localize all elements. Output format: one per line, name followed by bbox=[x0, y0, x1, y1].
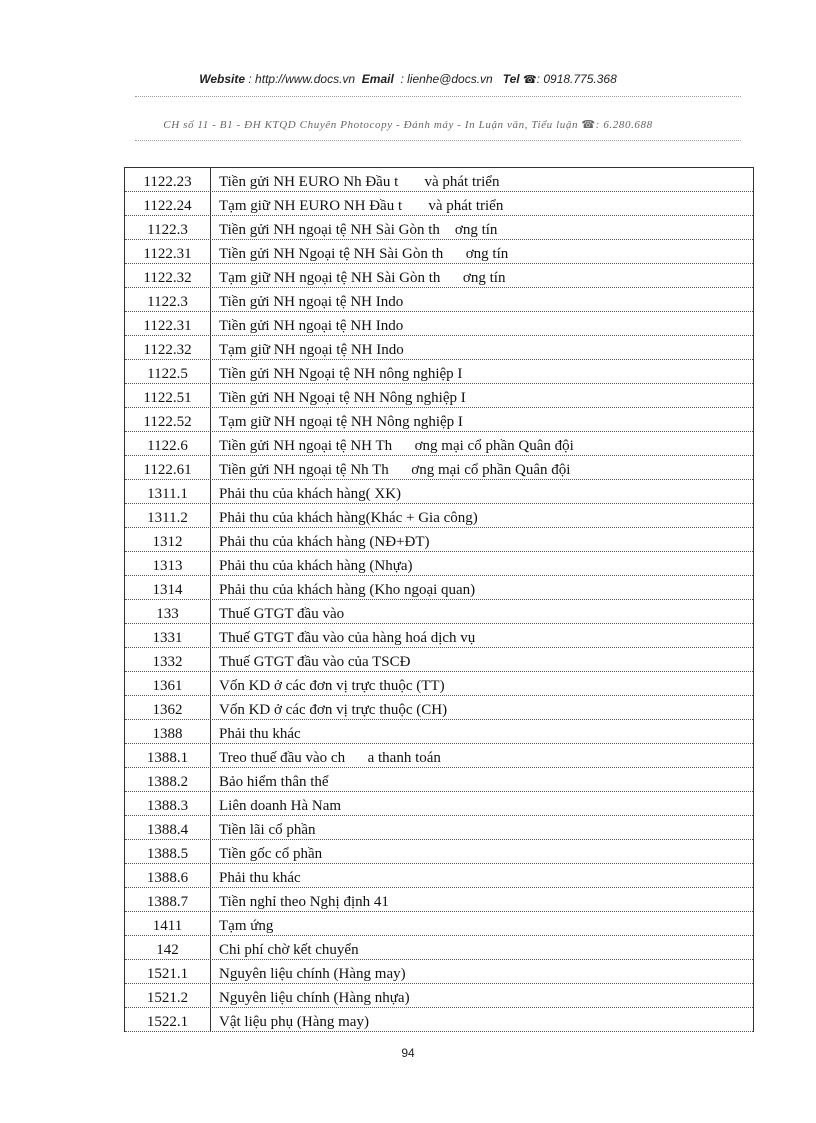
account-code: 1122.3 bbox=[125, 216, 211, 239]
page-number: 94 bbox=[401, 1046, 415, 1060]
account-name: Tạm giữ NH ngoại tệ NH Indo bbox=[219, 342, 404, 358]
table-row bbox=[125, 552, 753, 576]
table-row bbox=[125, 936, 753, 960]
account-name: Tiền gửi NH Ngoại tệ NH nông nghiệp I bbox=[219, 366, 463, 382]
table-row bbox=[125, 600, 753, 624]
account-name: Thuế GTGT đầu vào bbox=[219, 606, 345, 622]
account-code: 1122.32 bbox=[125, 336, 211, 359]
table-row bbox=[125, 792, 753, 816]
account-code: 1331 bbox=[125, 624, 211, 647]
account-name: Tiền gửi NH ngoại tệ NH Indo bbox=[219, 294, 404, 310]
account-code: 1411 bbox=[125, 912, 211, 935]
table-row bbox=[125, 624, 753, 648]
account-code: 1311.2 bbox=[125, 504, 211, 527]
account-code: 1122.24 bbox=[125, 192, 211, 215]
table-row bbox=[125, 864, 753, 888]
account-code: 1388 bbox=[125, 720, 211, 743]
table-row bbox=[125, 384, 753, 408]
account-name: Tiền lãi cổ phần bbox=[219, 822, 316, 838]
site-header bbox=[0, 72, 816, 86]
account-name: Tiền gửi NH ngoại tệ NH Th ơng mại cổ phần Quân đội bbox=[219, 438, 574, 454]
account-code: 1122.31 bbox=[125, 240, 211, 263]
account-name: Tiền gửi NH ngoại tệ NH Indo bbox=[219, 318, 404, 334]
account-name: Tiền nghỉ theo Nghị định 41 bbox=[219, 894, 389, 910]
account-code: 1122.32 bbox=[125, 264, 211, 287]
table-row bbox=[125, 648, 753, 672]
table-row bbox=[125, 984, 753, 1008]
table-row bbox=[125, 336, 753, 360]
account-code: 1314 bbox=[125, 576, 211, 599]
account-code: 1388.1 bbox=[125, 744, 211, 767]
subheader-text: CH số 11 - B1 - ĐH KTQD Chuyên Photocopy - Đánh máy - In Luận văn, Tiểu luận bbox=[163, 119, 579, 131]
account-name: Phải thu của khách hàng (Kho ngoại quan) bbox=[219, 582, 476, 598]
account-name: Tiền gửi NH EURO Nh Đầu t và phát triển bbox=[219, 174, 500, 190]
account-code: 1312 bbox=[125, 528, 211, 551]
account-code: 1122.51 bbox=[125, 384, 211, 407]
table-row bbox=[125, 960, 753, 984]
account-code: 1313 bbox=[125, 552, 211, 575]
account-name: Nguyên liệu chính (Hàng may) bbox=[219, 966, 406, 982]
account-name: Tiền gửi NH Ngoại tệ NH Sài Gòn th ơng tín bbox=[219, 246, 509, 262]
account-name: Phải thu của khách hàng( XK) bbox=[219, 486, 402, 502]
account-code: 1332 bbox=[125, 648, 211, 671]
account-name: Tiền gửi NH ngoại tệ NH Sài Gòn th ơng tín bbox=[219, 222, 498, 238]
table-row bbox=[125, 240, 753, 264]
account-name: Tiền gốc cổ phần bbox=[219, 846, 323, 862]
table-row bbox=[125, 216, 753, 240]
table-row bbox=[125, 744, 753, 768]
account-name: Tạm giữ NH EURO NH Đầu t và phát triển bbox=[219, 198, 504, 214]
account-name: Vốn KD ở các đơn vị trực thuộc (CH) bbox=[219, 702, 448, 718]
account-code: 1522.1 bbox=[125, 1008, 211, 1031]
account-name: Tiền gửi NH Ngoại tệ NH Nông nghiệp I bbox=[219, 390, 466, 406]
account-code: 142 bbox=[125, 936, 211, 959]
email-link[interactable]: : lienhe@docs.vn bbox=[400, 72, 493, 86]
table-row bbox=[125, 264, 753, 288]
account-name: Tạm ứng bbox=[219, 918, 274, 934]
tel-label: Tel bbox=[502, 72, 520, 86]
account-name: Phải thu khác bbox=[219, 870, 301, 886]
account-code: 1122.31 bbox=[125, 312, 211, 335]
table-row bbox=[125, 576, 753, 600]
account-code: 1521.2 bbox=[125, 984, 211, 1007]
account-name: Vốn KD ở các đơn vị trực thuộc (TT) bbox=[219, 678, 445, 694]
account-code: 1122.52 bbox=[125, 408, 211, 431]
table-row bbox=[125, 1008, 753, 1032]
phone-icon: ☎ bbox=[581, 119, 596, 131]
account-name: Tiền gửi NH ngoại tệ Nh Th ơng mại cổ phần Quân đội bbox=[219, 462, 571, 478]
table-row bbox=[125, 528, 753, 552]
table-row bbox=[125, 168, 753, 192]
table-row bbox=[125, 888, 753, 912]
account-name: Bảo hiểm thân thể bbox=[219, 774, 329, 790]
subheader-phone: : 6.280.688 bbox=[595, 119, 653, 131]
table-row bbox=[125, 816, 753, 840]
account-name: Phải thu khác bbox=[219, 726, 301, 742]
email-label: Email bbox=[361, 72, 394, 86]
account-code: 1388.7 bbox=[125, 888, 211, 911]
table-row bbox=[125, 456, 753, 480]
website-link[interactable]: : http://www.docs.vn bbox=[248, 72, 356, 86]
account-table bbox=[124, 167, 754, 1032]
account-name: Nguyên liệu chính (Hàng nhựa) bbox=[219, 990, 410, 1006]
account-code: 1311.1 bbox=[125, 480, 211, 503]
account-code: 1521.1 bbox=[125, 960, 211, 983]
site-subheader bbox=[0, 118, 816, 131]
website-label: Website bbox=[199, 72, 246, 86]
account-code: 1388.2 bbox=[125, 768, 211, 791]
account-name: Tạm giữ NH ngoại tệ NH Nông nghiệp I bbox=[219, 414, 463, 430]
account-code: 1122.61 bbox=[125, 456, 211, 479]
table-row bbox=[125, 912, 753, 936]
table-row bbox=[125, 432, 753, 456]
account-name: Phải thu của khách hàng(Khác + Gia công) bbox=[219, 510, 478, 526]
account-code: 1122.23 bbox=[125, 168, 211, 191]
account-code: 1362 bbox=[125, 696, 211, 719]
account-code: 1388.3 bbox=[125, 792, 211, 815]
account-name: Thuế GTGT đầu vào của hàng hoá dịch vụ bbox=[219, 630, 476, 646]
account-name: Tạm giữ NH ngoại tệ NH Sài Gòn th ơng tín bbox=[219, 270, 506, 286]
account-code: 1388.4 bbox=[125, 816, 211, 839]
tel-value: : 0918.775.368 bbox=[536, 72, 617, 86]
account-code: 1361 bbox=[125, 672, 211, 695]
account-code: 1122.6 bbox=[125, 432, 211, 455]
table-row bbox=[125, 192, 753, 216]
account-code: 1388.5 bbox=[125, 840, 211, 863]
account-name: Phải thu của khách hàng (NĐ+ĐT) bbox=[219, 534, 430, 550]
account-code: 133 bbox=[125, 600, 211, 623]
account-name: Chi phí chờ kết chuyển bbox=[219, 942, 359, 958]
table-row bbox=[125, 288, 753, 312]
header-divider-top bbox=[135, 96, 741, 97]
table-row bbox=[125, 408, 753, 432]
table-row bbox=[125, 480, 753, 504]
account-code: 1122.5 bbox=[125, 360, 211, 383]
table-row bbox=[125, 720, 753, 744]
account-code: 1388.6 bbox=[125, 864, 211, 887]
account-name: Treo thuế đầu vào ch a thanh toán bbox=[219, 750, 441, 766]
account-name: Phải thu của khách hàng (Nhựa) bbox=[219, 558, 413, 574]
account-name: Liên doanh Hà Nam bbox=[219, 798, 342, 814]
table-row bbox=[125, 312, 753, 336]
header-divider-bottom bbox=[135, 140, 741, 141]
account-name: Vật liệu phụ (Hàng may) bbox=[219, 1014, 369, 1030]
table-row bbox=[125, 360, 753, 384]
table-row bbox=[125, 840, 753, 864]
phone-icon: ☎ bbox=[522, 74, 537, 86]
account-code: 1122.3 bbox=[125, 288, 211, 311]
table-row bbox=[125, 672, 753, 696]
table-row bbox=[125, 504, 753, 528]
account-name: Thuế GTGT đầu vào của TSCĐ bbox=[219, 654, 411, 670]
table-row bbox=[125, 768, 753, 792]
table-row bbox=[125, 696, 753, 720]
